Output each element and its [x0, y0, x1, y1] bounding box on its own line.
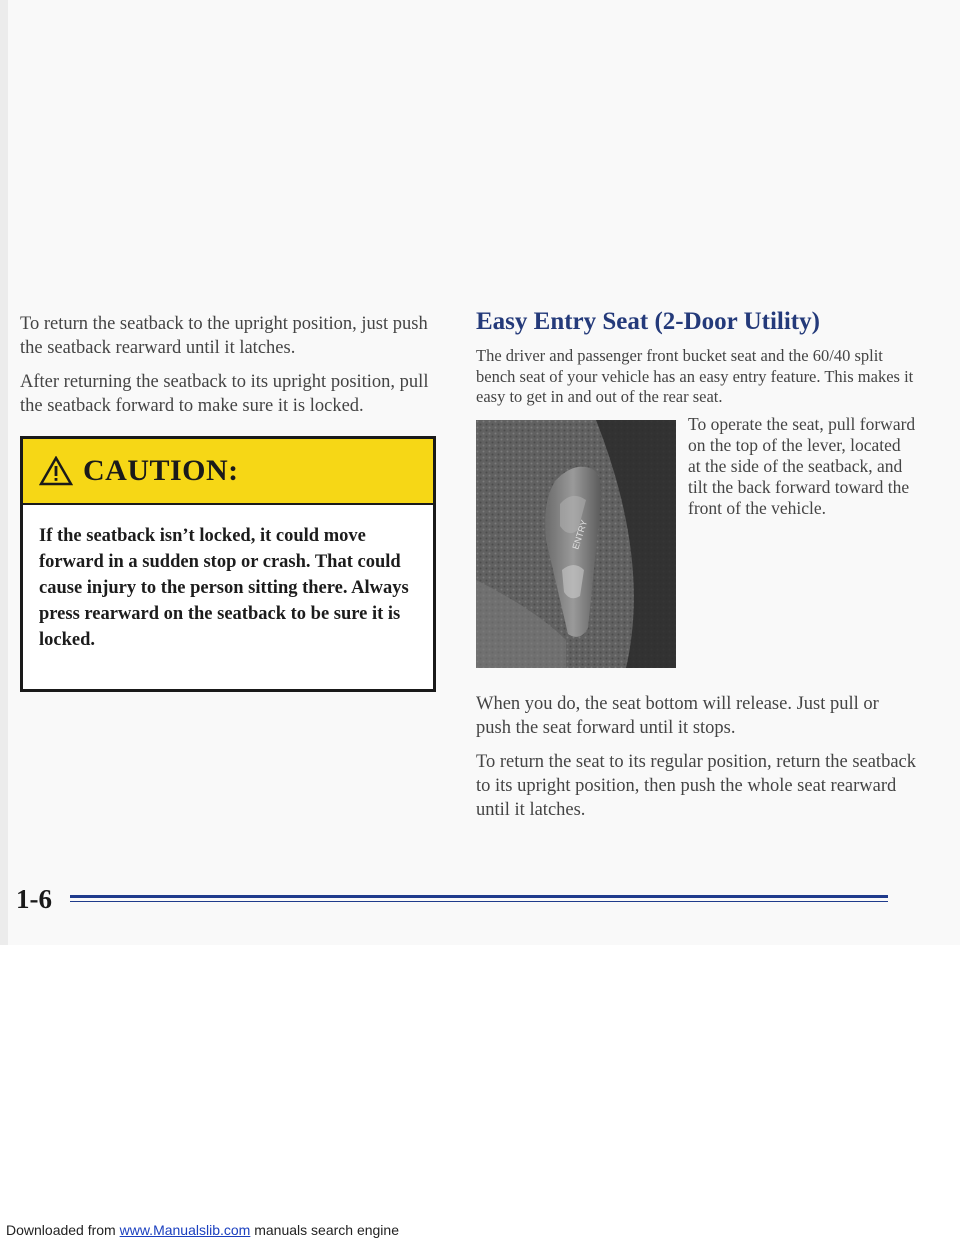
caution-text: If the seatback isn’t locked, it could move forward in a sudden stop or crash. That could cause injury to the person sitting there. Always press rearward on the seatback to be sure it is locked.	[39, 526, 409, 650]
page-number: 1-6	[16, 884, 52, 914]
footer-rule	[70, 895, 888, 898]
figure-instruction-text: To operate the seat, pull forward on the top of the lever, located at the side of the seatback, and tilt the back forward toward the front of the vehicle.	[688, 413, 916, 518]
after-figure-text	[476, 692, 916, 822]
page-footer	[16, 884, 888, 914]
warning-triangle-icon	[39, 456, 73, 486]
paragraph-seatback-check: After returning the seatback to its upright position, pull the seatback forward to make sure it is locked.	[20, 372, 429, 416]
seat-lever-photo	[476, 420, 676, 668]
manualslib-link[interactable]: www.Manualslib.com	[119, 1222, 251, 1238]
caution-box	[20, 436, 436, 692]
caution-heading: CAUTION:	[83, 454, 239, 487]
paragraph-seatback-return: To return the seatback to the upright position, just push the seatback rearward until it latches.	[20, 314, 428, 358]
left-column	[20, 312, 440, 692]
watermark-suffix: manuals search engine	[250, 1222, 399, 1238]
section-title: Easy Entry Seat (2-Door Utility)	[476, 308, 820, 335]
watermark-prefix: Downloaded from	[6, 1222, 120, 1238]
caution-header	[23, 439, 433, 505]
page-edge	[0, 0, 8, 945]
seat-lever-illustration	[476, 420, 676, 668]
paragraph-seat-return: To return the seat to its regular position, return the seatback to its upright position, then push the whole seat rearward until it latches.	[476, 751, 916, 820]
intro-paragraph: The driver and passenger front bucket seat and the 60/40 split bench seat of your vehicle has an easy entry feature. This makes it easy to get in and out of the rear seat.	[476, 346, 914, 406]
lever-label: ENTRY	[570, 518, 590, 551]
figure-row	[476, 413, 916, 668]
paragraph-seat-release: When you do, the seat bottom will release. Just pull or push the seat forward until it stops.	[476, 693, 879, 738]
right-column	[476, 308, 916, 832]
footer-rule-thin	[70, 901, 888, 902]
download-watermark	[6, 1222, 399, 1238]
